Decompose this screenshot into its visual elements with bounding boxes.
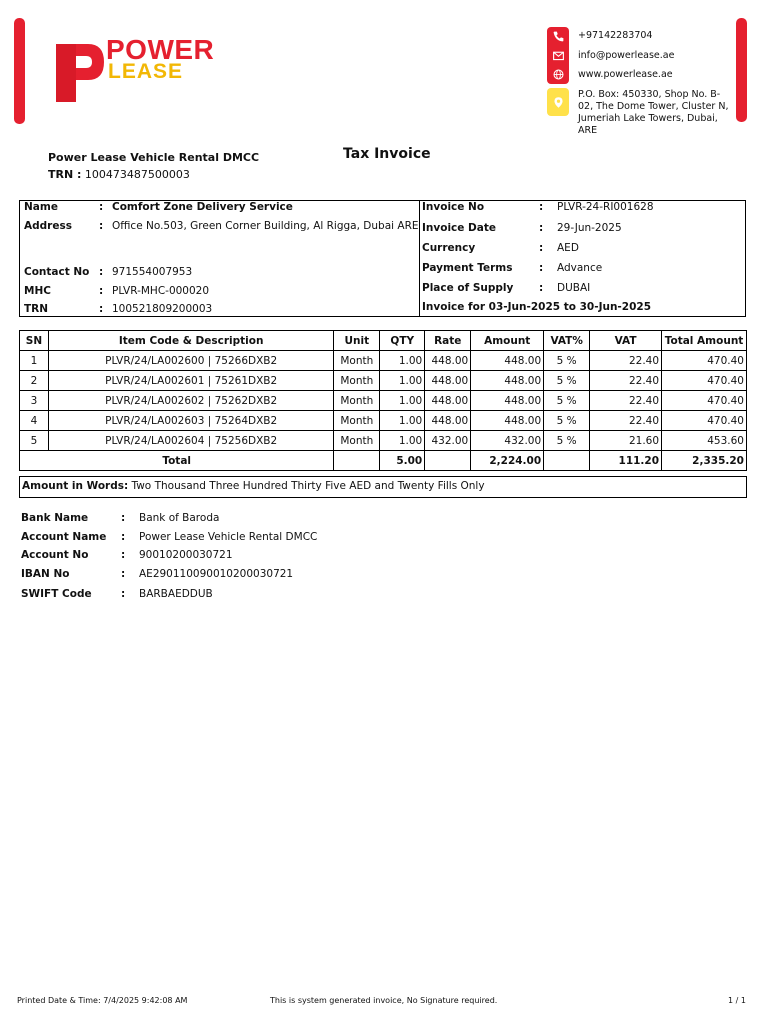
company-trn-label: TRN : bbox=[48, 168, 82, 181]
logo-p-icon bbox=[54, 40, 106, 104]
contact-phone[interactable]: +97142283704 bbox=[578, 30, 653, 41]
place-of-supply-label: Place of Supply bbox=[422, 282, 514, 294]
cell-vat: 22.40 bbox=[590, 351, 662, 371]
colon: : bbox=[99, 303, 104, 315]
grand-total: 2,335.20 bbox=[662, 451, 747, 471]
cell-qty: 1.00 bbox=[380, 411, 425, 431]
cell-rate: 448.00 bbox=[425, 411, 471, 431]
colon: : bbox=[539, 201, 544, 213]
table-header-row bbox=[20, 331, 747, 351]
cell-rate: 432.00 bbox=[425, 431, 471, 451]
company-trn bbox=[48, 168, 190, 181]
invoice-no: PLVR-24-RI001628 bbox=[557, 201, 654, 213]
amount-in-words-label: Amount in Words: bbox=[22, 480, 129, 492]
cell-unit: Month bbox=[334, 411, 380, 431]
cell-sn: 1 bbox=[20, 351, 49, 371]
iban: AE290110090010200030721 bbox=[139, 568, 294, 580]
account-name-label: Account Name bbox=[21, 531, 107, 543]
cell-qty: 1.00 bbox=[380, 351, 425, 371]
logo-word-lease: LEASE bbox=[108, 60, 184, 83]
cell-rate: 448.00 bbox=[425, 371, 471, 391]
info-divider bbox=[419, 201, 420, 316]
total-label: Total bbox=[20, 451, 334, 471]
payment-terms-label: Payment Terms bbox=[422, 262, 513, 274]
cell-total: 470.40 bbox=[662, 411, 747, 431]
colon: : bbox=[99, 220, 104, 232]
bank-name-label: Bank Name bbox=[21, 512, 89, 524]
footer-printed-date: Printed Date & Time: 7/4/2025 9:42:08 AM bbox=[17, 996, 188, 1005]
currency-label: Currency bbox=[422, 242, 476, 254]
cell-amount: 448.00 bbox=[471, 411, 544, 431]
col-header-sn: SN bbox=[20, 331, 49, 351]
cell-sn: 4 bbox=[20, 411, 49, 431]
customer-trn-label: TRN bbox=[24, 303, 49, 315]
cell-amount: 448.00 bbox=[471, 371, 544, 391]
invoice-date: 29-Jun-2025 bbox=[557, 222, 622, 234]
cell-description: PLVR/24/LA002604 | 75256DXB2 bbox=[48, 431, 333, 451]
cell-description: PLVR/24/LA002602 | 75262DXB2 bbox=[48, 391, 333, 411]
page-title: Tax Invoice bbox=[343, 146, 431, 162]
col-header-total-amount: Total Amount bbox=[662, 331, 747, 351]
colon: : bbox=[121, 549, 126, 561]
cell-rate: 448.00 bbox=[425, 391, 471, 411]
contact-address: P.O. Box: 450330, Shop No. B-02, The Dome Tower, Cluster N, Jumeriah Lake Towers, Dubai, ARE bbox=[578, 89, 729, 136]
table-row bbox=[20, 411, 747, 431]
col-header-vat-percent: VAT% bbox=[544, 331, 590, 351]
table-row bbox=[20, 351, 747, 371]
footer-note: This is system generated invoice, No Signature required. bbox=[270, 996, 498, 1005]
cell-vat-percent: 5 % bbox=[544, 351, 590, 371]
col-header-qty: QTY bbox=[380, 331, 425, 351]
swift: BARBAEDDUB bbox=[139, 588, 213, 600]
company-trn-value: 100473487500003 bbox=[84, 168, 190, 181]
colon: : bbox=[99, 201, 104, 213]
cell-vat-percent: 5 % bbox=[544, 411, 590, 431]
colon: : bbox=[539, 222, 544, 234]
cell-qty: 1.00 bbox=[380, 391, 425, 411]
total-unit-empty bbox=[334, 451, 380, 471]
currency: AED bbox=[557, 242, 579, 254]
col-header-rate: Rate bbox=[425, 331, 471, 351]
customer-address: Office No.503, Green Corner Building, Al Rigga, Dubai ARE bbox=[112, 220, 419, 232]
customer-name: Comfort Zone Delivery Service bbox=[112, 201, 293, 213]
company-name: Power Lease Vehicle Rental DMCC bbox=[48, 151, 260, 164]
cell-unit: Month bbox=[334, 431, 380, 451]
footer-page-number: 1 / 1 bbox=[728, 996, 746, 1005]
cell-sn: 3 bbox=[20, 391, 49, 411]
colon: : bbox=[539, 242, 544, 254]
amount-in-words bbox=[19, 476, 747, 498]
left-accent-bar bbox=[14, 18, 25, 124]
cell-unit: Month bbox=[334, 351, 380, 371]
total-vat-percent-empty bbox=[544, 451, 590, 471]
cell-qty: 1.00 bbox=[380, 431, 425, 451]
phone-icon bbox=[547, 27, 569, 46]
total-rate-empty bbox=[425, 451, 471, 471]
cell-sn: 5 bbox=[20, 431, 49, 451]
swift-label: SWIFT Code bbox=[21, 588, 92, 600]
colon: : bbox=[99, 266, 104, 278]
colon: : bbox=[121, 588, 126, 600]
iban-label: IBAN No bbox=[21, 568, 70, 580]
customer-address-label: Address bbox=[24, 220, 72, 232]
customer-name-label: Name bbox=[24, 201, 58, 213]
invoice-period: Invoice for 03-Jun-2025 to 30-Jun-2025 bbox=[422, 301, 652, 313]
mail-icon bbox=[547, 46, 569, 65]
customer-mhc: PLVR-MHC-000020 bbox=[112, 285, 210, 297]
total-amount: 2,224.00 bbox=[471, 451, 544, 471]
customer-mhc-label: MHC bbox=[24, 285, 51, 297]
table-row bbox=[20, 371, 747, 391]
colon: : bbox=[121, 568, 126, 580]
colon: : bbox=[121, 531, 126, 543]
col-header-vat: VAT bbox=[590, 331, 662, 351]
logo-word-power: POWER bbox=[106, 34, 215, 65]
place-of-supply: DUBAI bbox=[557, 282, 591, 294]
cell-amount: 432.00 bbox=[471, 431, 544, 451]
globe-icon bbox=[547, 65, 569, 84]
cell-total: 470.40 bbox=[662, 391, 747, 411]
table-row bbox=[20, 391, 747, 411]
customer-contact-label: Contact No bbox=[24, 266, 90, 278]
cell-vat-percent: 5 % bbox=[544, 371, 590, 391]
col-header-unit: Unit bbox=[334, 331, 380, 351]
cell-vat: 22.40 bbox=[590, 371, 662, 391]
cell-rate: 448.00 bbox=[425, 351, 471, 371]
cell-total: 453.60 bbox=[662, 431, 747, 451]
cell-vat-percent: 5 % bbox=[544, 431, 590, 451]
cell-total: 470.40 bbox=[662, 371, 747, 391]
invoice-no-label: Invoice No bbox=[422, 201, 485, 213]
items-table bbox=[19, 330, 747, 471]
invoice-date-label: Invoice Date bbox=[422, 222, 496, 234]
col-header-amount: Amount bbox=[471, 331, 544, 351]
col-header-description: Item Code & Description bbox=[48, 331, 333, 351]
account-name: Power Lease Vehicle Rental DMCC bbox=[139, 531, 318, 543]
cell-description: PLVR/24/LA002601 | 75261DXB2 bbox=[48, 371, 333, 391]
total-qty: 5.00 bbox=[380, 451, 425, 471]
contact-website[interactable]: www.powerlease.ae bbox=[578, 69, 673, 80]
cell-vat: 22.40 bbox=[590, 411, 662, 431]
total-row bbox=[20, 451, 747, 471]
contact-email[interactable]: info@powerlease.ae bbox=[578, 50, 675, 61]
contact-icons bbox=[547, 27, 569, 84]
bank-name: Bank of Baroda bbox=[139, 512, 220, 524]
cell-total: 470.40 bbox=[662, 351, 747, 371]
account-no-label: Account No bbox=[21, 549, 89, 561]
invoice-info-box bbox=[19, 200, 746, 317]
cell-amount: 448.00 bbox=[471, 391, 544, 411]
amount-in-words-text: Two Thousand Three Hundred Thirty Five AED and Twenty Fills Only bbox=[131, 480, 485, 492]
cell-unit: Month bbox=[334, 391, 380, 411]
cell-vat: 21.60 bbox=[590, 431, 662, 451]
cell-amount: 448.00 bbox=[471, 351, 544, 371]
colon: : bbox=[539, 262, 544, 274]
cell-qty: 1.00 bbox=[380, 371, 425, 391]
payment-terms: Advance bbox=[557, 262, 603, 274]
cell-description: PLVR/24/LA002600 | 75266DXB2 bbox=[48, 351, 333, 371]
colon: : bbox=[121, 512, 126, 524]
cell-unit: Month bbox=[334, 371, 380, 391]
cell-sn: 2 bbox=[20, 371, 49, 391]
table-row bbox=[20, 431, 747, 451]
cell-vat-percent: 5 % bbox=[544, 391, 590, 411]
cell-vat: 22.40 bbox=[590, 391, 662, 411]
colon: : bbox=[539, 282, 544, 294]
location-icon bbox=[547, 88, 569, 116]
right-accent-bar bbox=[736, 18, 747, 122]
colon: : bbox=[99, 285, 104, 297]
cell-description: PLVR/24/LA002603 | 75264DXB2 bbox=[48, 411, 333, 431]
total-vat: 111.20 bbox=[590, 451, 662, 471]
customer-contact: 971554007953 bbox=[112, 266, 193, 278]
account-no: 90010200030721 bbox=[139, 549, 233, 561]
customer-trn: 100521809200003 bbox=[112, 303, 213, 315]
